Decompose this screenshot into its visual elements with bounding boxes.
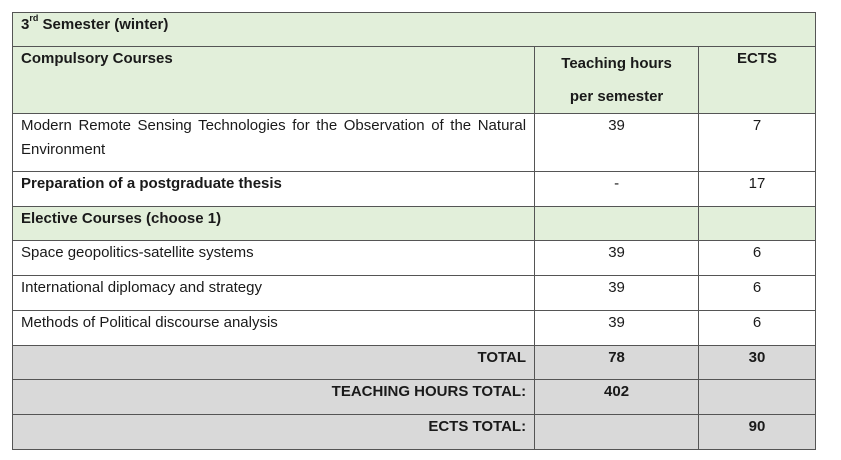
compulsory-courses-heading: Compulsory Courses [13, 47, 535, 114]
course-ects: 6 [699, 311, 816, 346]
course-hours: 39 [535, 276, 699, 311]
elective-ects-empty [699, 207, 816, 241]
teaching-hours-total-row [13, 380, 816, 415]
ects-total-row [13, 415, 816, 450]
teaching-hours-heading [535, 47, 699, 114]
course-name: Preparation of a postgraduate thesis [13, 172, 535, 207]
elective-courses-heading: Elective Courses (choose 1) [13, 207, 535, 241]
course-ects: 6 [699, 241, 816, 276]
ects-total-value: 90 [699, 415, 816, 450]
table-row [13, 241, 816, 276]
table-row [13, 276, 816, 311]
course-hours: 39 [535, 114, 699, 172]
semester-ordinal-suffix: rd [29, 13, 39, 23]
teaching-hours-total-value: 402 [535, 380, 699, 415]
course-hours: 39 [535, 241, 699, 276]
total-row [13, 346, 816, 380]
table-row [13, 114, 816, 172]
semester-title-row [13, 13, 816, 47]
course-ects: 7 [699, 114, 816, 172]
curriculum-table [12, 12, 816, 450]
table-row [13, 311, 816, 346]
semester-title [13, 13, 816, 47]
course-name: International diplomacy and strategy [13, 276, 535, 311]
course-hours: 39 [535, 311, 699, 346]
total-hours: 78 [535, 346, 699, 380]
semester-label: Semester (winter) [38, 16, 169, 33]
course-ects: 17 [699, 172, 816, 207]
total-ects: 30 [699, 346, 816, 380]
course-name: Space geopolitics-satellite systems [13, 241, 535, 276]
total-label: TOTAL [13, 346, 535, 380]
semester-number: 3 [21, 16, 30, 33]
course-name: Methods of Political discourse analysis [13, 311, 535, 346]
teaching-hours-heading-line2: per semester [569, 88, 664, 105]
ects-total-label: ECTS TOTAL: [13, 415, 535, 450]
ects-total-empty [535, 415, 699, 450]
ects-heading: ECTS [699, 47, 816, 114]
course-name: Modern Remote Sensing Technologies for the Observation of the Natural Environment [13, 114, 535, 172]
table-row [13, 172, 816, 207]
course-ects: 6 [699, 276, 816, 311]
compulsory-header-row [13, 47, 816, 114]
teaching-hours-total-label: TEACHING HOURS TOTAL: [13, 380, 535, 415]
course-hours: - [535, 172, 699, 207]
elective-hours-empty [535, 207, 699, 241]
teaching-hours-heading-line1: Teaching hours [561, 55, 672, 72]
elective-header-row [13, 207, 816, 241]
teaching-hours-total-empty [699, 380, 816, 415]
